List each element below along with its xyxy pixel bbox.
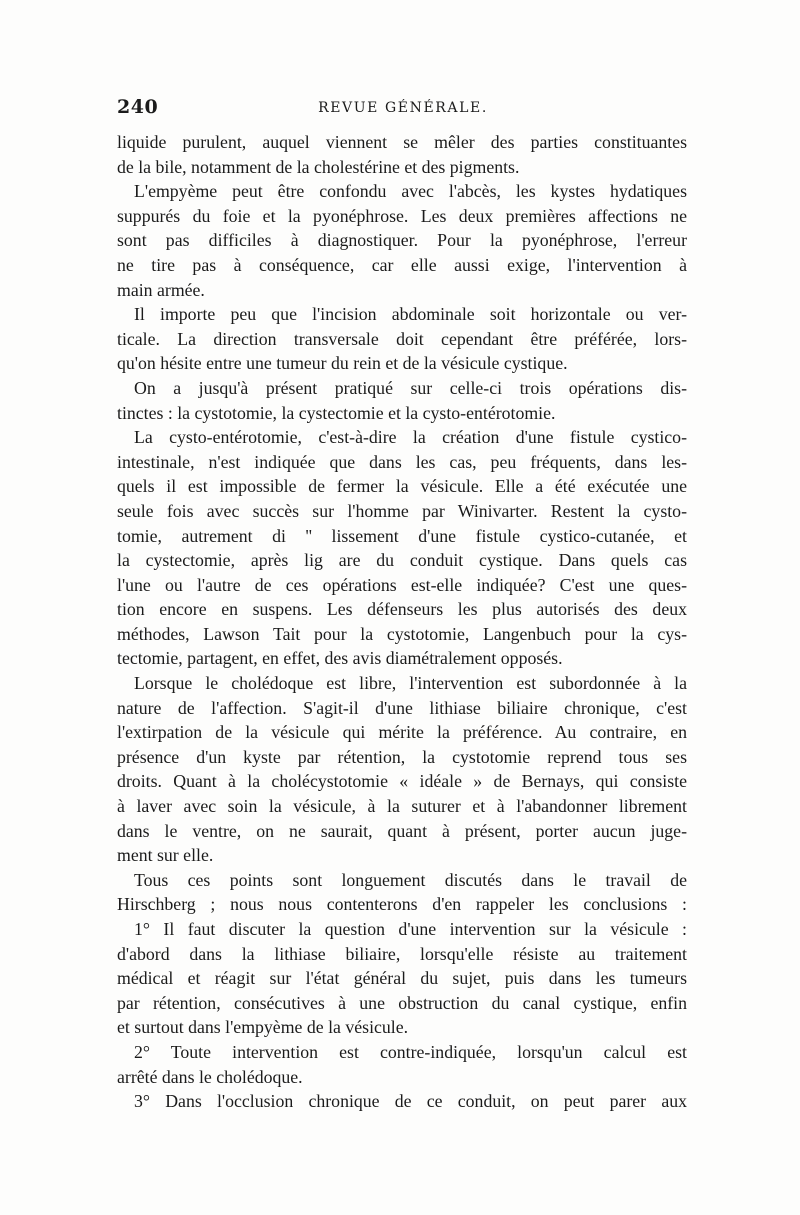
text-line: L'empyème peut être confondu avec l'abcès, les kystes hydatiques — [134, 181, 687, 202]
journal-title: REVUE GÉNÉRALE. — [318, 100, 488, 116]
running-head — [117, 96, 689, 126]
text-line: suppurés du foie et la pyonéphrose. Les deux premières affections ne — [117, 205, 687, 226]
text-line: d'abord dans la lithiase biliaire, lorsqu'elle résiste au traitement — [117, 943, 687, 964]
text-line: Il importe peu que l'incision abdominale soit horizontale ou ver- — [134, 304, 687, 325]
text-line: ne tire pas à conséquence, car elle aussi exige, l'intervention à — [117, 254, 687, 275]
text-line: et surtout dans l'empyème de la vésicule. — [117, 1017, 409, 1038]
text-line: la cystectomie, après lig are du conduit cystique. Dans quels cas — [117, 550, 687, 571]
text-line: nature de l'affection. S'agit-il d'une lithiase biliaire chronique, c'est — [117, 697, 687, 718]
text-line: La cysto-entérotomie, c'est-à-dire la création d'une fistule cystico- — [134, 427, 687, 448]
text-line: médical et réagit sur l'état général du sujet, puis dans les tumeurs — [117, 968, 687, 989]
text-line: liquide purulent, auquel viennent se mêler des parties constituantes — [117, 132, 687, 152]
text-line: On a jusqu'à présent pratiqué sur celle-ci trois opérations dis- — [134, 377, 687, 398]
text-line: ticale. La direction transversale doit cependant être préférée, lors- — [117, 328, 687, 349]
text-line: de la bile, notamment de la cholestérine et des pigments. — [117, 156, 520, 177]
text-line: qu'on hésite entre une tumeur du rein et de la vésicule cystique. — [117, 353, 568, 374]
text-line: présence d'un kyste par rétention, la cystotomie reprend tous ses — [117, 746, 687, 767]
text-line: tion encore en suspens. Les défenseurs les plus autorisés des deux — [117, 599, 687, 620]
text-line: arrêté dans le cholédoque. — [117, 1066, 303, 1087]
text-line: quels il est impossible de fermer la vésicule. Elle a été exécutée une — [117, 476, 687, 497]
text-line: par rétention, consécutives à une obstruction du canal cystique, enfin — [117, 992, 687, 1013]
text-line: droits. Quant à la cholécystotomie « idéale » de Bernays, qui consiste — [117, 771, 687, 792]
text-line: dans le ventre, on ne saurait, quant à présent, porter aucun juge- — [117, 820, 687, 841]
text-line: sont pas difficiles à diagnostiquer. Pour la pyonéphrose, l'erreur — [117, 230, 687, 251]
body-text — [117, 130, 687, 1114]
text-line: intestinale, n'est indiquée que dans les cas, peu fréquents, dans les- — [117, 451, 687, 472]
text-line: Hirschberg ; nous nous contenterons d'en rappeler les conclusions : — [117, 894, 687, 915]
text-line: main armée. — [117, 279, 205, 300]
text-line: méthodes, Lawson Tait pour la cystotomie, Langenbuch pour la cys- — [117, 623, 687, 644]
text-line: l'extirpation de la vésicule qui mérite la préférence. Au contraire, en — [117, 722, 687, 743]
text-line: Tous ces points sont longuement discutés dans le travail de — [134, 869, 687, 890]
text-line: seule fois avec succès sur l'homme par Winivarter. Restent la cysto- — [117, 500, 687, 521]
text-line: l'une ou l'autre de ces opérations est-elle indiquée? C'est une ques- — [117, 574, 687, 595]
text-line: ment sur elle. — [117, 845, 214, 866]
text-line: à laver avec soin la vésicule, à la suturer et à l'abandonner librement — [117, 796, 687, 817]
text-line: tectomie, partagent, en effet, des avis diamétralement opposés. — [117, 648, 563, 669]
text-line: tinctes : la cystotomie, la cystectomie et la cysto-entérotomie. — [117, 402, 556, 423]
text-line: 1° Il faut discuter la question d'une intervention sur la vésicule : — [134, 919, 687, 939]
text-line: tomie, autrement di '' lissement d'une fistule cystico-cutanée, et — [117, 525, 687, 546]
text-line: 3° Dans l'occlusion chronique de ce conduit, on peut parer aux — [134, 1091, 687, 1112]
text-line: 2° Toute intervention est contre-indiquée, lorsqu'un calcul est — [134, 1041, 687, 1062]
text-line: Lorsque le cholédoque est libre, l'intervention est subordonnée à la — [134, 673, 687, 694]
page-number: 240 — [117, 96, 159, 118]
